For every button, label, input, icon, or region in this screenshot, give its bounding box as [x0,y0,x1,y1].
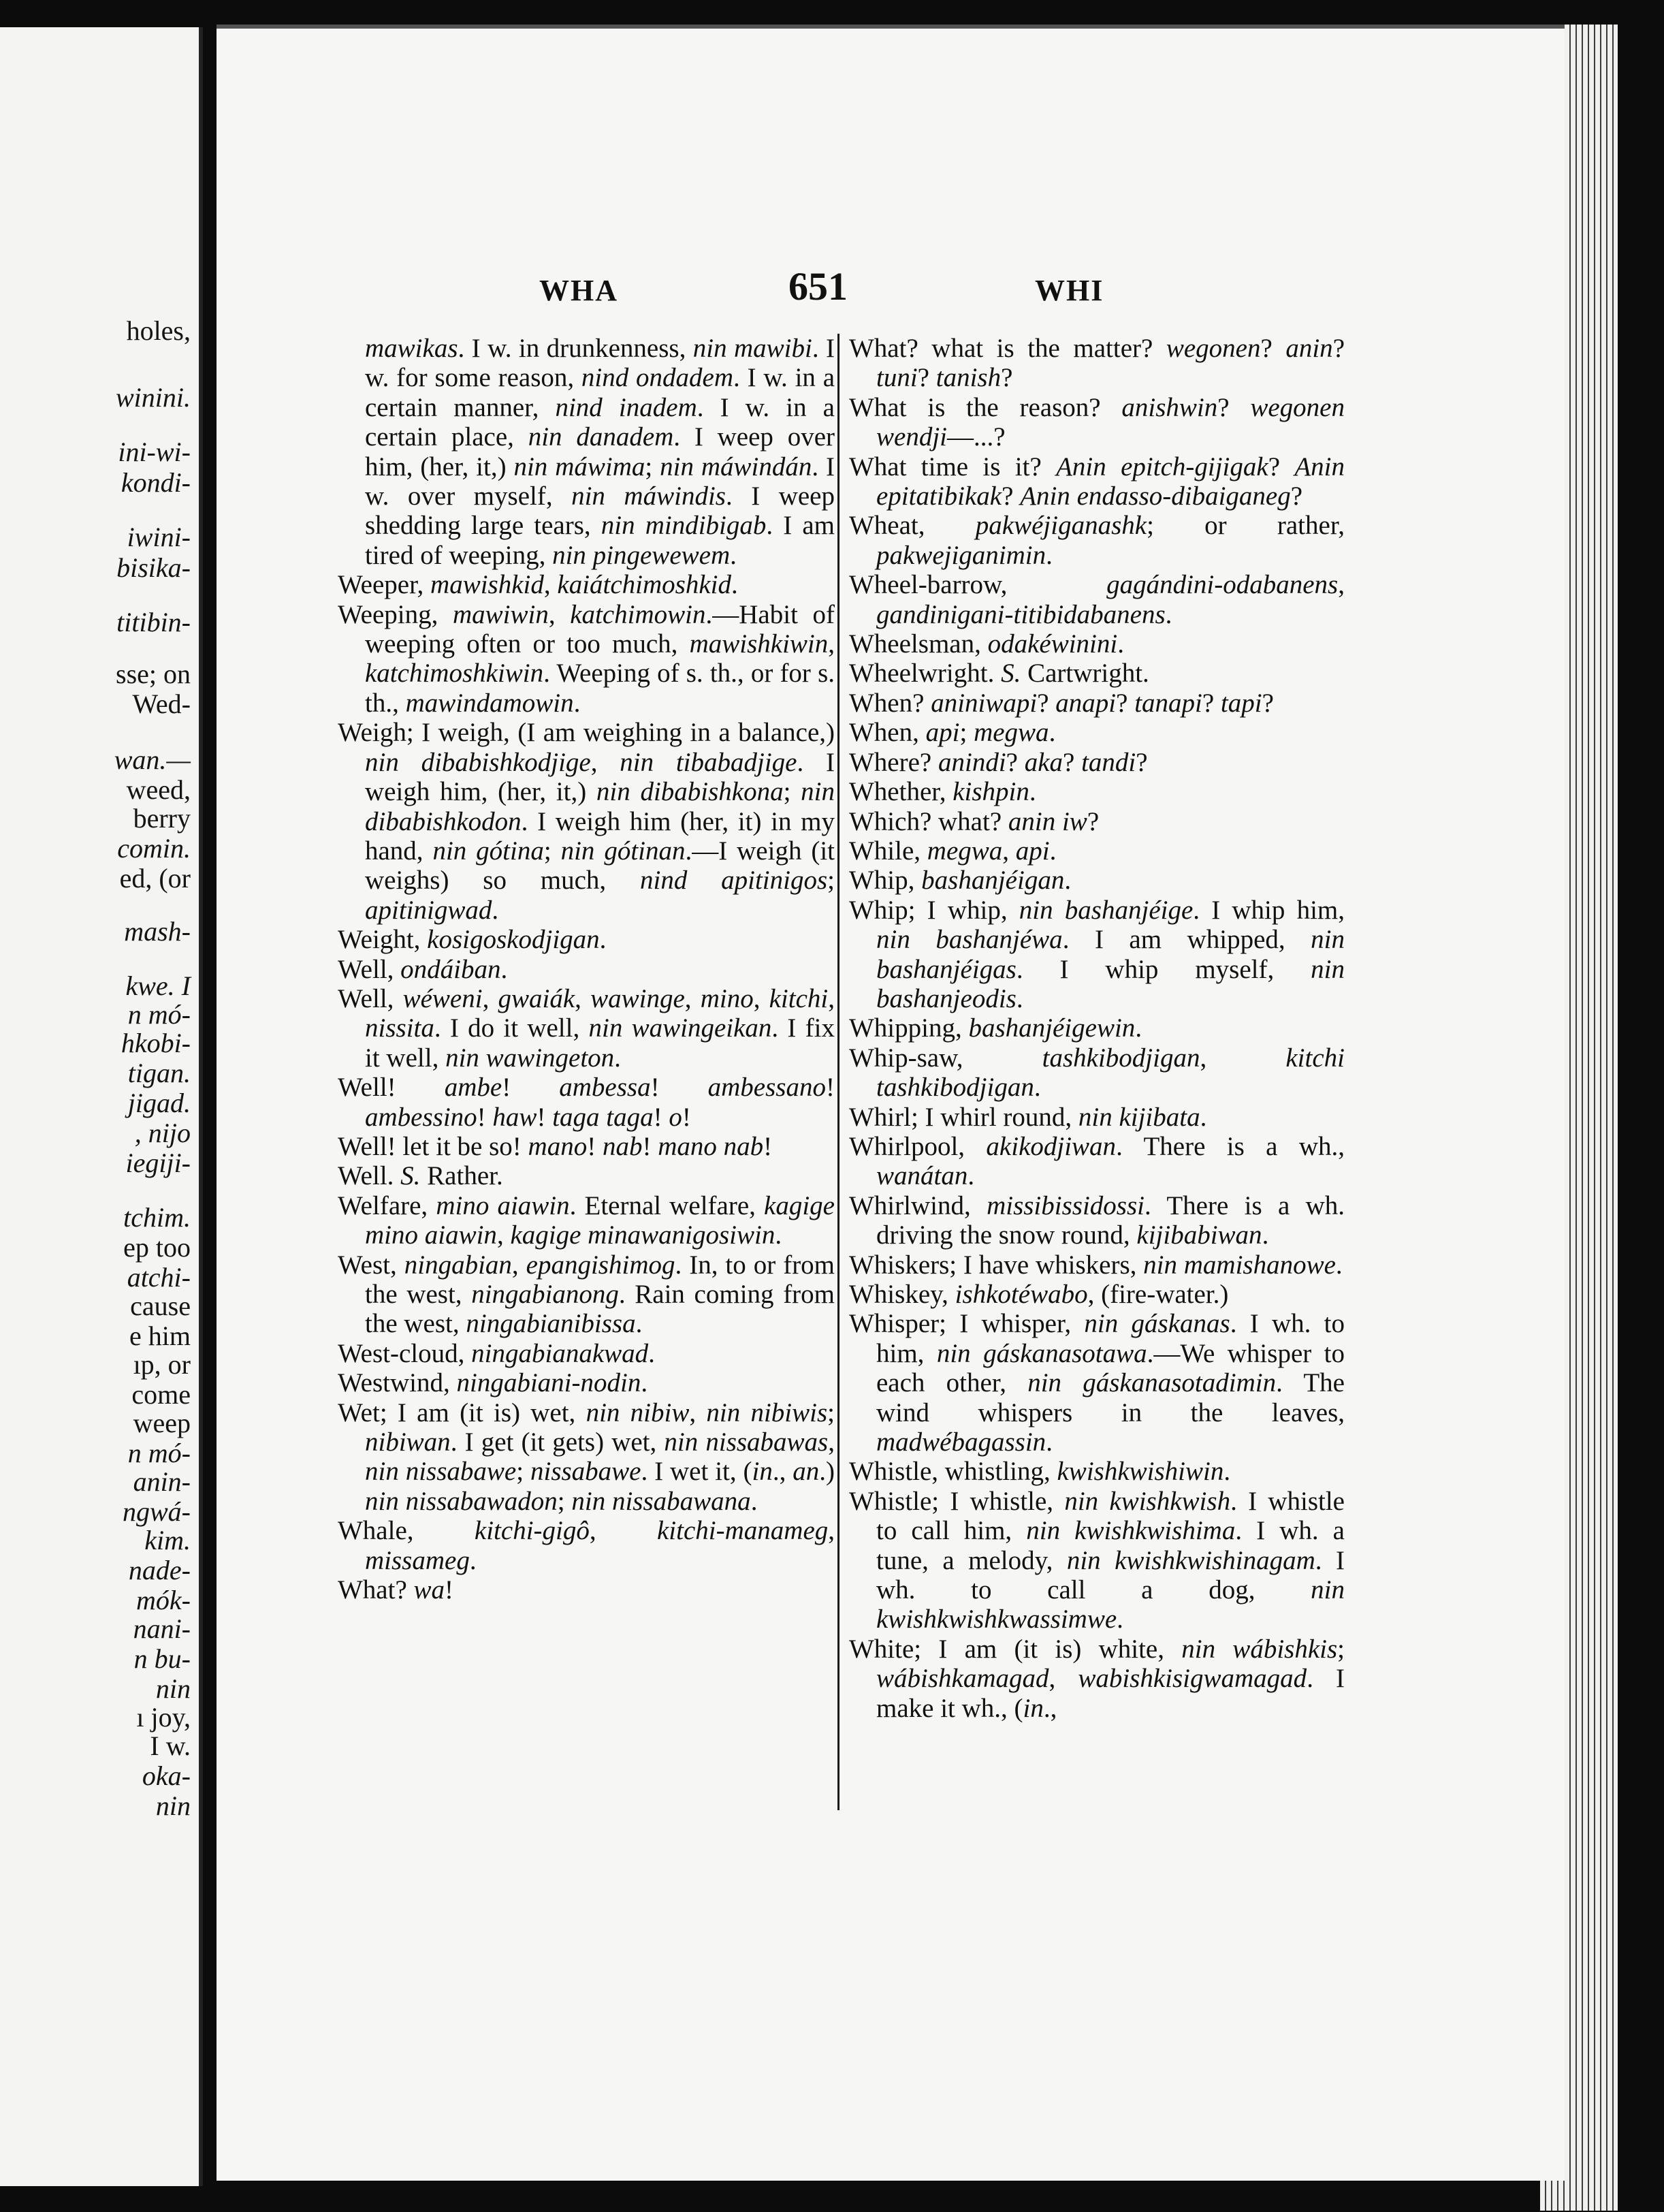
fragment-line: hkobi- [121,1028,191,1058]
adjacent-page-fragment [0,27,203,2186]
fragment-line: kwe. I [125,970,191,1001]
fragment-line: iwini- [127,522,191,552]
dictionary-entry: Whistle, whistling, kwishkwishiwin. [849,1457,1231,1487]
dictionary-entry: Westwind, ningabiani-nodin. [338,1368,648,1398]
fragment-line: weep [133,1408,191,1438]
fragment-line: berry [133,803,191,834]
dictionary-entry: Whiskers; I have whiskers, nin mamishanowe. [849,1250,1343,1280]
fragment-line: titibin- [116,607,191,637]
dictionary-entry: Whether, kishpin. [849,777,1036,807]
dictionary-entry: While, megwa, api. [849,836,1057,866]
dictionary-entry: Wheel-barrow, gagándini-odabanens, gandinigani-titibidabanens. [849,570,1345,629]
fragment-line: holes, [126,315,191,346]
dictionary-entry: Whirlwind, missibissidossi. There is a wh. driving the snow round, kijibabiwan. [849,1190,1345,1250]
dictionary-entry: What? what is the matter? wegonen? anin? tuni? tanish? [849,334,1345,393]
fragment-line: atchi- [127,1262,191,1293]
fragment-line: n mó- [127,999,191,1030]
fragment-line: ngwá- [123,1496,191,1527]
fragment-line: jigad. [127,1088,191,1118]
left-column [338,334,835,1605]
dictionary-entry: Wheelwright. S. Cartwright. [849,659,1149,689]
dictionary-entry: Welfare, mino aiawin. Eternal welfare, kagige mino aiawin, kagige minawanigosiwin. [338,1190,835,1250]
fragment-line: mók- [136,1585,191,1615]
fragment-line: kondi- [121,467,191,498]
dictionary-entry: Which? what? anin iw? [849,806,1100,836]
dictionary-entry: West-cloud, ningabianakwad. [338,1338,655,1368]
dictionary-entry: Wet; I am (it is) wet, nin nibiw, nin nibiwis; nibiwan. I get (it gets) wet, nin nissabawas, nin nissabawe; nissabawe. I wet it, (in., an.) nin nissabawadon; nin nissabawana. [338,1397,835,1516]
guide-word-right: WHI [1035,274,1104,307]
fragment-line: nani- [133,1613,191,1644]
dictionary-entry: Well. S. Rather. [338,1161,503,1191]
fragment-line: weed, [126,774,191,805]
dictionary-entry: Whirlpool, akikodjiwan. There is a wh., wanátan. [849,1131,1345,1191]
fragment-line: nin [155,1673,191,1704]
dictionary-entry: Well, ondáiban. [338,954,508,984]
dictionary-entry: Whip, bashanjéigan. [849,866,1072,896]
dictionary-entry: Whale, kitchi-gigô, kitchi-manameg, missameg. [338,1516,835,1575]
dictionary-entry: Weeping, mawiwin, katchimowin.—Habit of weeping often or too much, mawishkiwin, katchimoshkiwin. Weeping of s. th., or for s. th., mawindamowin. [338,599,835,718]
right-column [837,334,1345,1810]
dictionary-entry: When, api; megwa. [849,718,1056,748]
fragment-line: n bu- [133,1643,191,1674]
dictionary-entry: Well! let it be so! mano! nab! mano nab! [338,1131,773,1161]
fragment-line: anin- [133,1466,191,1497]
fragment-line: ep too [123,1232,191,1263]
fragment-line: comin. [117,833,191,864]
dictionary-entry: Where? anindi? aka? tandi? [849,747,1148,777]
fragment-line: mash- [124,916,191,947]
fragment-line: iegiji- [125,1148,191,1178]
dictionary-entry: West, ningabian, epangishimog. In, to or from the west, ningabianong. Rain coming from the west, ningabianibissa. [338,1250,835,1339]
dictionary-entry: Whipping, bashanjéigewin. [849,1013,1142,1043]
dictionary-entry: Wheat, pakwéjiganashk; or rather, pakwejiganimin. [849,511,1345,570]
fragment-line: I w. [150,1731,191,1761]
guide-word-left: WHA [539,274,618,307]
fragment-line: come [131,1379,191,1410]
fragment-line: ed, (or [119,863,191,894]
fragment-line: nade- [128,1555,191,1585]
dictionary-entry: What? wa! [338,1575,454,1605]
fragment-line: cause [130,1291,191,1321]
fragment-line: ıp, or [133,1349,191,1380]
fragment-line: kim. [144,1525,191,1555]
page-header [217,264,1565,325]
dictionary-entry: What is the reason? anishwin? wegonen wendji—...? [849,392,1345,452]
dictionary-entry: Well! ambe! ambessa! ambessano! ambessino! haw! taga taga! o! [338,1073,835,1132]
fragment-line: sse; on [116,659,191,689]
fragment-line: tigan. [127,1058,191,1088]
dictionary-entry: Whiskey, ishkotéwabo, (fire-water.) [849,1280,1229,1309]
fragment-line: tchim. [123,1202,191,1233]
dictionary-entry: Weigh; I weigh, (I am weighing in a balance,) nin dibabishkodjige, nin tibabadjige. I weigh him, (her, it,) nin dibabishkona; nin dibabishkodon. I weigh him (her, it) in my hand, nin gótina; nin gótinan.—I weigh (it weighs) so much, nind apitinigos; apitinigwad. [338,718,835,925]
dictionary-entry: Whisper; I whisper, nin gáskanas. I wh. to him, nin gáskanasotawa.—We whisper to each other, nin gáskanasotadimin. The wind whispers in the leaves, madwébagassin. [849,1309,1345,1457]
fragment-line: bisika- [116,552,191,583]
dictionary-entry: Whirl; I whirl round, nin kijibata. [849,1102,1207,1132]
dictionary-entry: Well, wéweni, gwaiák, wawinge, mino, kitchi, nissita. I do it well, nin wawingeikan. I fix it well, nin wawingeton. [338,983,835,1073]
fragment-line: e him [129,1321,191,1351]
fragment-line: winini. [115,382,191,413]
dictionary-entry: When? aniniwapi? anapi? tanapi? tapi? [849,688,1274,718]
dictionary-entry: Whip-saw, tashkibodjigan, kitchi tashkibodjigan. [849,1043,1345,1103]
dictionary-entry: White; I am (it is) white, nin wábishkis; wábishkamagad, wabishkisigwamagad. I make it wh., (in., [849,1634,1345,1723]
page-number: 651 [788,264,848,309]
fragment-line: wan.— [114,744,191,775]
dictionary-entry: mawikas. I w. in drunkenness, nin mawibi. I w. for some reason, nind ondadem. I w. in a certain manner, nind inadem. I w. in a certain place, nin danadem. I weep over him, (her, it,) nin máwima; nin máwindán. I w. over myself, nin máwindis. I weep shedding large tears, nin mindibigab. I am tired of weeping, nin pingewewem. [365,334,835,570]
dictionary-entry: Weeper, mawishkid, kaiátchimoshkid. [338,570,738,600]
dictionary-entry: Wheelsman, odakéwinini. [849,629,1124,659]
dictionary-entry: Whistle; I whistle, nin kwishkwish. I whistle to call him, nin kwishkwishima. I wh. a tune, a melody, nin kwishkwishinagam. I wh. to call a dog, nin kwishkwishkwassimwe. [849,1486,1345,1634]
fragment-line: ini-wi- [118,437,191,467]
dictionary-entry: Whip; I whip, nin bashanjéige. I whip him, nin bashanjéwa. I am whipped, nin bashanjéigas. I whip myself, nin bashanjeodis. [849,895,1345,1013]
dictionary-entry: What time is it? Anin epitch-gijigak? Anin epitatibikak? Anin endasso-dibaiganeg? [849,452,1345,511]
fragment-line: nin [155,1790,191,1821]
dictionary-page [217,25,1565,2181]
fragment-line: , nijo [134,1118,191,1148]
dictionary-entry: Weight, kosigoskodjigan. [338,925,607,955]
fragment-line: ı joy, [136,1702,191,1733]
fragment-line: n mó- [127,1438,191,1468]
fragment-line: oka- [142,1760,191,1791]
fragment-line: Wed- [132,689,191,719]
